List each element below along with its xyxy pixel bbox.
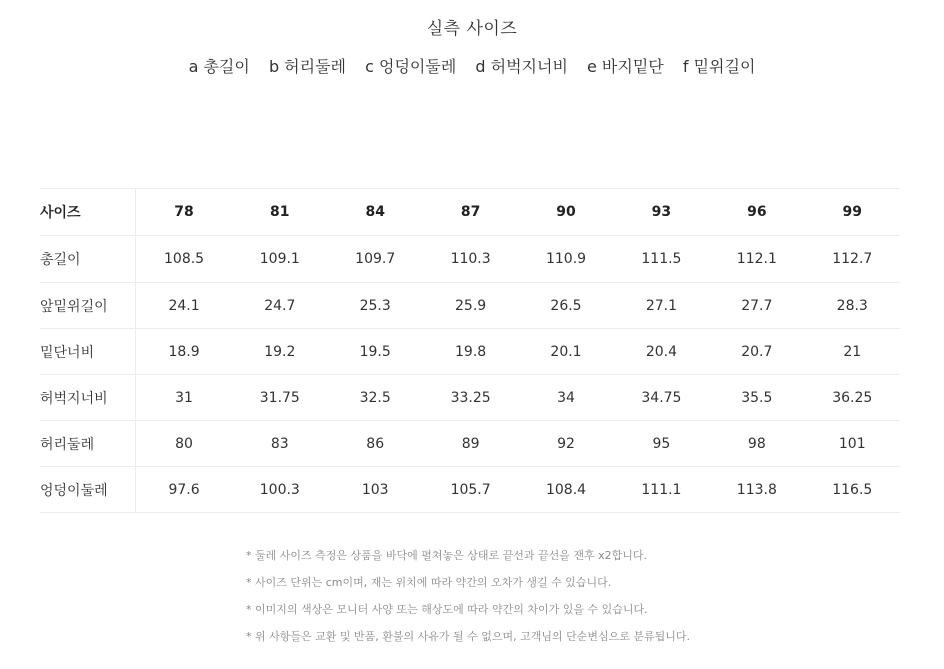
table-cell: 105.7 <box>423 467 518 513</box>
note-line: * 사이즈 단위는 cm이며, 재는 위치에 따라 약간의 오차가 생길 수 있습니다. <box>246 576 612 589</box>
table-row-hem-width <box>40 329 900 375</box>
table-cell: 31.75 <box>232 375 327 421</box>
table-cell: 25.9 <box>423 283 518 329</box>
table-header-row <box>40 189 900 236</box>
table-cell: 27.1 <box>614 283 709 329</box>
table-cell: 95 <box>614 421 709 467</box>
table-cell: 31 <box>136 375 233 421</box>
table-cell: 110.3 <box>423 236 518 283</box>
table-row-thigh-width <box>40 375 900 421</box>
table-cell: 18.9 <box>136 329 233 375</box>
table-cell: 20.4 <box>614 329 709 375</box>
table-cell: 112.7 <box>805 236 900 283</box>
row-label: 허벅지너비 <box>40 375 136 421</box>
table-cell: 98 <box>709 421 804 467</box>
size-column-header: 78 <box>136 189 233 236</box>
table-cell: 110.9 <box>518 236 613 283</box>
table-cell: 19.5 <box>328 329 423 375</box>
size-column-header: 81 <box>232 189 327 236</box>
table-cell: 109.7 <box>328 236 423 283</box>
table-row-waist <box>40 421 900 467</box>
size-header-label: 사이즈 <box>40 189 136 236</box>
legend-item-a: a 총길이 <box>188 57 250 76</box>
size-column-header: 96 <box>709 189 804 236</box>
table-cell: 80 <box>136 421 233 467</box>
table-cell: 92 <box>518 421 613 467</box>
table-cell: 111.1 <box>614 467 709 513</box>
table-cell: 109.1 <box>232 236 327 283</box>
table-cell: 26.5 <box>518 283 613 329</box>
table-cell: 100.3 <box>232 467 327 513</box>
legend-item-e: e 바지밑단 <box>587 57 664 76</box>
table-cell: 89 <box>423 421 518 467</box>
legend-item-c: c 엉덩이둘레 <box>365 57 457 76</box>
table-cell: 21 <box>805 329 900 375</box>
table-cell: 20.1 <box>518 329 613 375</box>
row-label: 총길이 <box>40 236 136 283</box>
table-cell: 86 <box>328 421 423 467</box>
legend-item-b: b 허리둘레 <box>268 57 347 76</box>
size-column-header: 84 <box>328 189 423 236</box>
size-table <box>40 188 900 513</box>
table-cell: 112.1 <box>709 236 804 283</box>
table-cell: 103 <box>328 467 423 513</box>
note-line: * 둘레 사이즈 측정은 상품을 바닥에 펼쳐놓은 상태로 끝선과 끝선을 잰후 x2합니다. <box>246 549 647 562</box>
size-column-header: 87 <box>423 189 518 236</box>
table-cell: 19.2 <box>232 329 327 375</box>
table-cell: 35.5 <box>709 375 804 421</box>
table-cell: 34 <box>518 375 613 421</box>
table-row-front-rise <box>40 283 900 329</box>
legend-item-f: f 밑위길이 <box>682 57 756 76</box>
table-cell: 24.7 <box>232 283 327 329</box>
size-column-header: 93 <box>614 189 709 236</box>
size-column-header: 90 <box>518 189 613 236</box>
notes <box>246 542 690 650</box>
legend-item-d: d 허벅지너비 <box>475 57 568 76</box>
table-cell: 97.6 <box>136 467 233 513</box>
table-row-hip <box>40 467 900 513</box>
page-title: 실측 사이즈 <box>426 19 518 39</box>
table-cell: 113.8 <box>709 467 804 513</box>
table-cell: 83 <box>232 421 327 467</box>
measurement-legend <box>0 54 944 77</box>
table-cell: 33.25 <box>423 375 518 421</box>
table-cell: 32.5 <box>328 375 423 421</box>
table-cell: 24.1 <box>136 283 233 329</box>
table-cell: 20.7 <box>709 329 804 375</box>
row-label: 앞밑위길이 <box>40 283 136 329</box>
row-label: 허리둘레 <box>40 421 136 467</box>
table-row-total-length <box>40 236 900 283</box>
table-cell: 108.4 <box>518 467 613 513</box>
table-cell: 108.5 <box>136 236 233 283</box>
table-cell: 101 <box>805 421 900 467</box>
row-label: 밑단너비 <box>40 329 136 375</box>
note-line: * 이미지의 색상은 모니터 사양 또는 해상도에 따라 약간의 차이가 있을 수 있습니다. <box>246 603 648 616</box>
table-cell: 25.3 <box>328 283 423 329</box>
table-cell: 27.7 <box>709 283 804 329</box>
table-cell: 111.5 <box>614 236 709 283</box>
note-line: * 위 사항들은 교환 및 반품, 환불의 사유가 될 수 없으며, 고객님의 단순변심으로 분류됩니다. <box>246 630 690 643</box>
table-cell: 116.5 <box>805 467 900 513</box>
row-label: 엉덩이둘레 <box>40 467 136 513</box>
table-cell: 36.25 <box>805 375 900 421</box>
size-column-header: 99 <box>805 189 900 236</box>
table-cell: 34.75 <box>614 375 709 421</box>
table-cell: 28.3 <box>805 283 900 329</box>
table-cell: 19.8 <box>423 329 518 375</box>
